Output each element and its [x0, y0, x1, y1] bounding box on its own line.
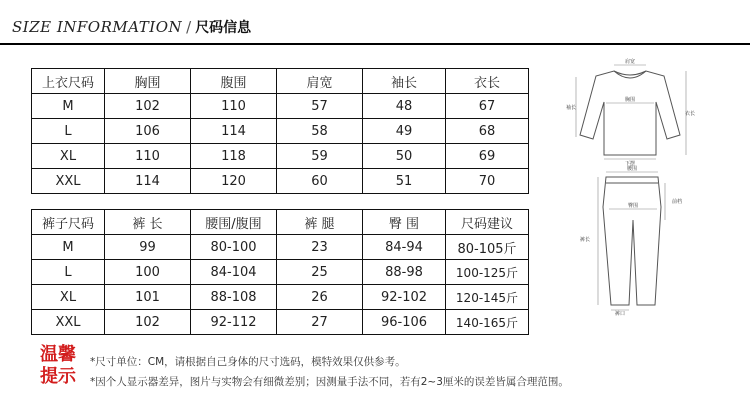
section-header — [12, 14, 251, 40]
table-cell: 50 — [363, 144, 446, 169]
table-row — [32, 285, 529, 310]
table-row — [32, 310, 529, 335]
table-cell: 57 — [277, 94, 363, 119]
column-header: 胸围 — [105, 69, 191, 94]
header-separator: / — [186, 18, 192, 36]
notice-badge — [36, 344, 80, 392]
table-cell: 25 — [277, 260, 363, 285]
waist-label: 腰围 — [626, 166, 638, 172]
table-cell: XL — [32, 285, 105, 310]
table-cell: 110 — [105, 144, 191, 169]
table-cell: 106 — [105, 119, 191, 144]
column-header: 裤 长 — [105, 210, 191, 235]
table-cell: L — [32, 119, 105, 144]
table-row — [32, 119, 529, 144]
table-cell: 140-165斤 — [446, 310, 529, 335]
table-cell: 99 — [105, 235, 191, 260]
column-header: 腹围 — [191, 69, 277, 94]
table-cell: 67 — [446, 94, 529, 119]
table-cell: 27 — [277, 310, 363, 335]
header-divider — [0, 43, 750, 45]
hem-label: 下摆 — [624, 161, 636, 167]
table-cell: 92-102 — [363, 285, 446, 310]
column-header: 袖长 — [363, 69, 446, 94]
notice-badge-line1: 温馨 — [40, 344, 76, 365]
table-cell: 68 — [446, 119, 529, 144]
rise-label: 前档 — [671, 199, 683, 205]
table-cell: 114 — [191, 119, 277, 144]
table-cell: 102 — [105, 94, 191, 119]
notice-badge-line2: 提示 — [40, 366, 76, 387]
column-header: 裤子尺码 — [32, 210, 105, 235]
cuff-label: 裤口 — [614, 311, 626, 317]
table-cell: 51 — [363, 169, 446, 194]
table-cell: 69 — [446, 144, 529, 169]
table-cell: 26 — [277, 285, 363, 310]
table-cell: 118 — [191, 144, 277, 169]
table-cell: 100-125斤 — [446, 260, 529, 285]
table-cell: L — [32, 260, 105, 285]
table-cell: 92-112 — [191, 310, 277, 335]
table-cell: M — [32, 94, 105, 119]
table-header-row — [32, 69, 529, 94]
column-header: 臀 围 — [363, 210, 446, 235]
top-size-table — [31, 68, 529, 194]
pants-size-table — [31, 209, 529, 335]
table-row — [32, 260, 529, 285]
notice-line-2: *因个人显示器差异，图片与实物会有细微差别；因测量手法不同，若有2~3厘米的误差皆属合理范围。 — [90, 376, 569, 388]
table-cell: 120-145斤 — [446, 285, 529, 310]
shoulder-label: 肩宽 — [624, 59, 636, 65]
table-cell: 58 — [277, 119, 363, 144]
table-cell: 84-94 — [363, 235, 446, 260]
length-label: 衣长 — [684, 111, 696, 117]
chest-label: 胸围 — [624, 97, 636, 103]
table-row — [32, 94, 529, 119]
table-row — [32, 235, 529, 260]
table-cell: 48 — [363, 94, 446, 119]
table-cell: 59 — [277, 144, 363, 169]
hip-label: 臀围 — [627, 203, 639, 209]
table-cell: 84-104 — [191, 260, 277, 285]
column-header: 衣长 — [446, 69, 529, 94]
table-row — [32, 144, 529, 169]
notice-text — [90, 352, 569, 392]
table-cell: 80-100 — [191, 235, 277, 260]
notice-line-1: *尺寸单位：CM，请根据自己身体的尺寸选码，模特效果仅供参考。 — [90, 356, 406, 368]
table-row — [32, 169, 529, 194]
table-header-row — [32, 210, 529, 235]
column-header: 上衣尺码 — [32, 69, 105, 94]
pants-measurement-diagram — [573, 165, 691, 315]
table-cell: 88-108 — [191, 285, 277, 310]
table-cell: 114 — [105, 169, 191, 194]
table-cell: 49 — [363, 119, 446, 144]
table-cell: 110 — [191, 94, 277, 119]
table-cell: 96-106 — [363, 310, 446, 335]
table-cell: 88-98 — [363, 260, 446, 285]
table-cell: 70 — [446, 169, 529, 194]
column-header: 裤 腿 — [277, 210, 363, 235]
table-cell: 102 — [105, 310, 191, 335]
table-cell: 101 — [105, 285, 191, 310]
table-cell: 80-105斤 — [446, 235, 529, 260]
table-cell: 23 — [277, 235, 363, 260]
table-cell: XL — [32, 144, 105, 169]
header-title-en: SIZE INFORMATION — [12, 18, 183, 36]
sleeve-label: 袖长 — [565, 105, 577, 111]
table-cell: 120 — [191, 169, 277, 194]
table-cell: 100 — [105, 260, 191, 285]
table-cell: M — [32, 235, 105, 260]
table-cell: 60 — [277, 169, 363, 194]
pants-length-label: 裤长 — [579, 237, 591, 243]
shirt-measurement-diagram — [565, 57, 696, 167]
column-header: 肩宽 — [277, 69, 363, 94]
table-cell: XXL — [32, 169, 105, 194]
column-header: 尺码建议 — [446, 210, 529, 235]
column-header: 腰围/腹围 — [191, 210, 277, 235]
table-cell: XXL — [32, 310, 105, 335]
header-title-zh: 尺码信息 — [195, 20, 252, 36]
